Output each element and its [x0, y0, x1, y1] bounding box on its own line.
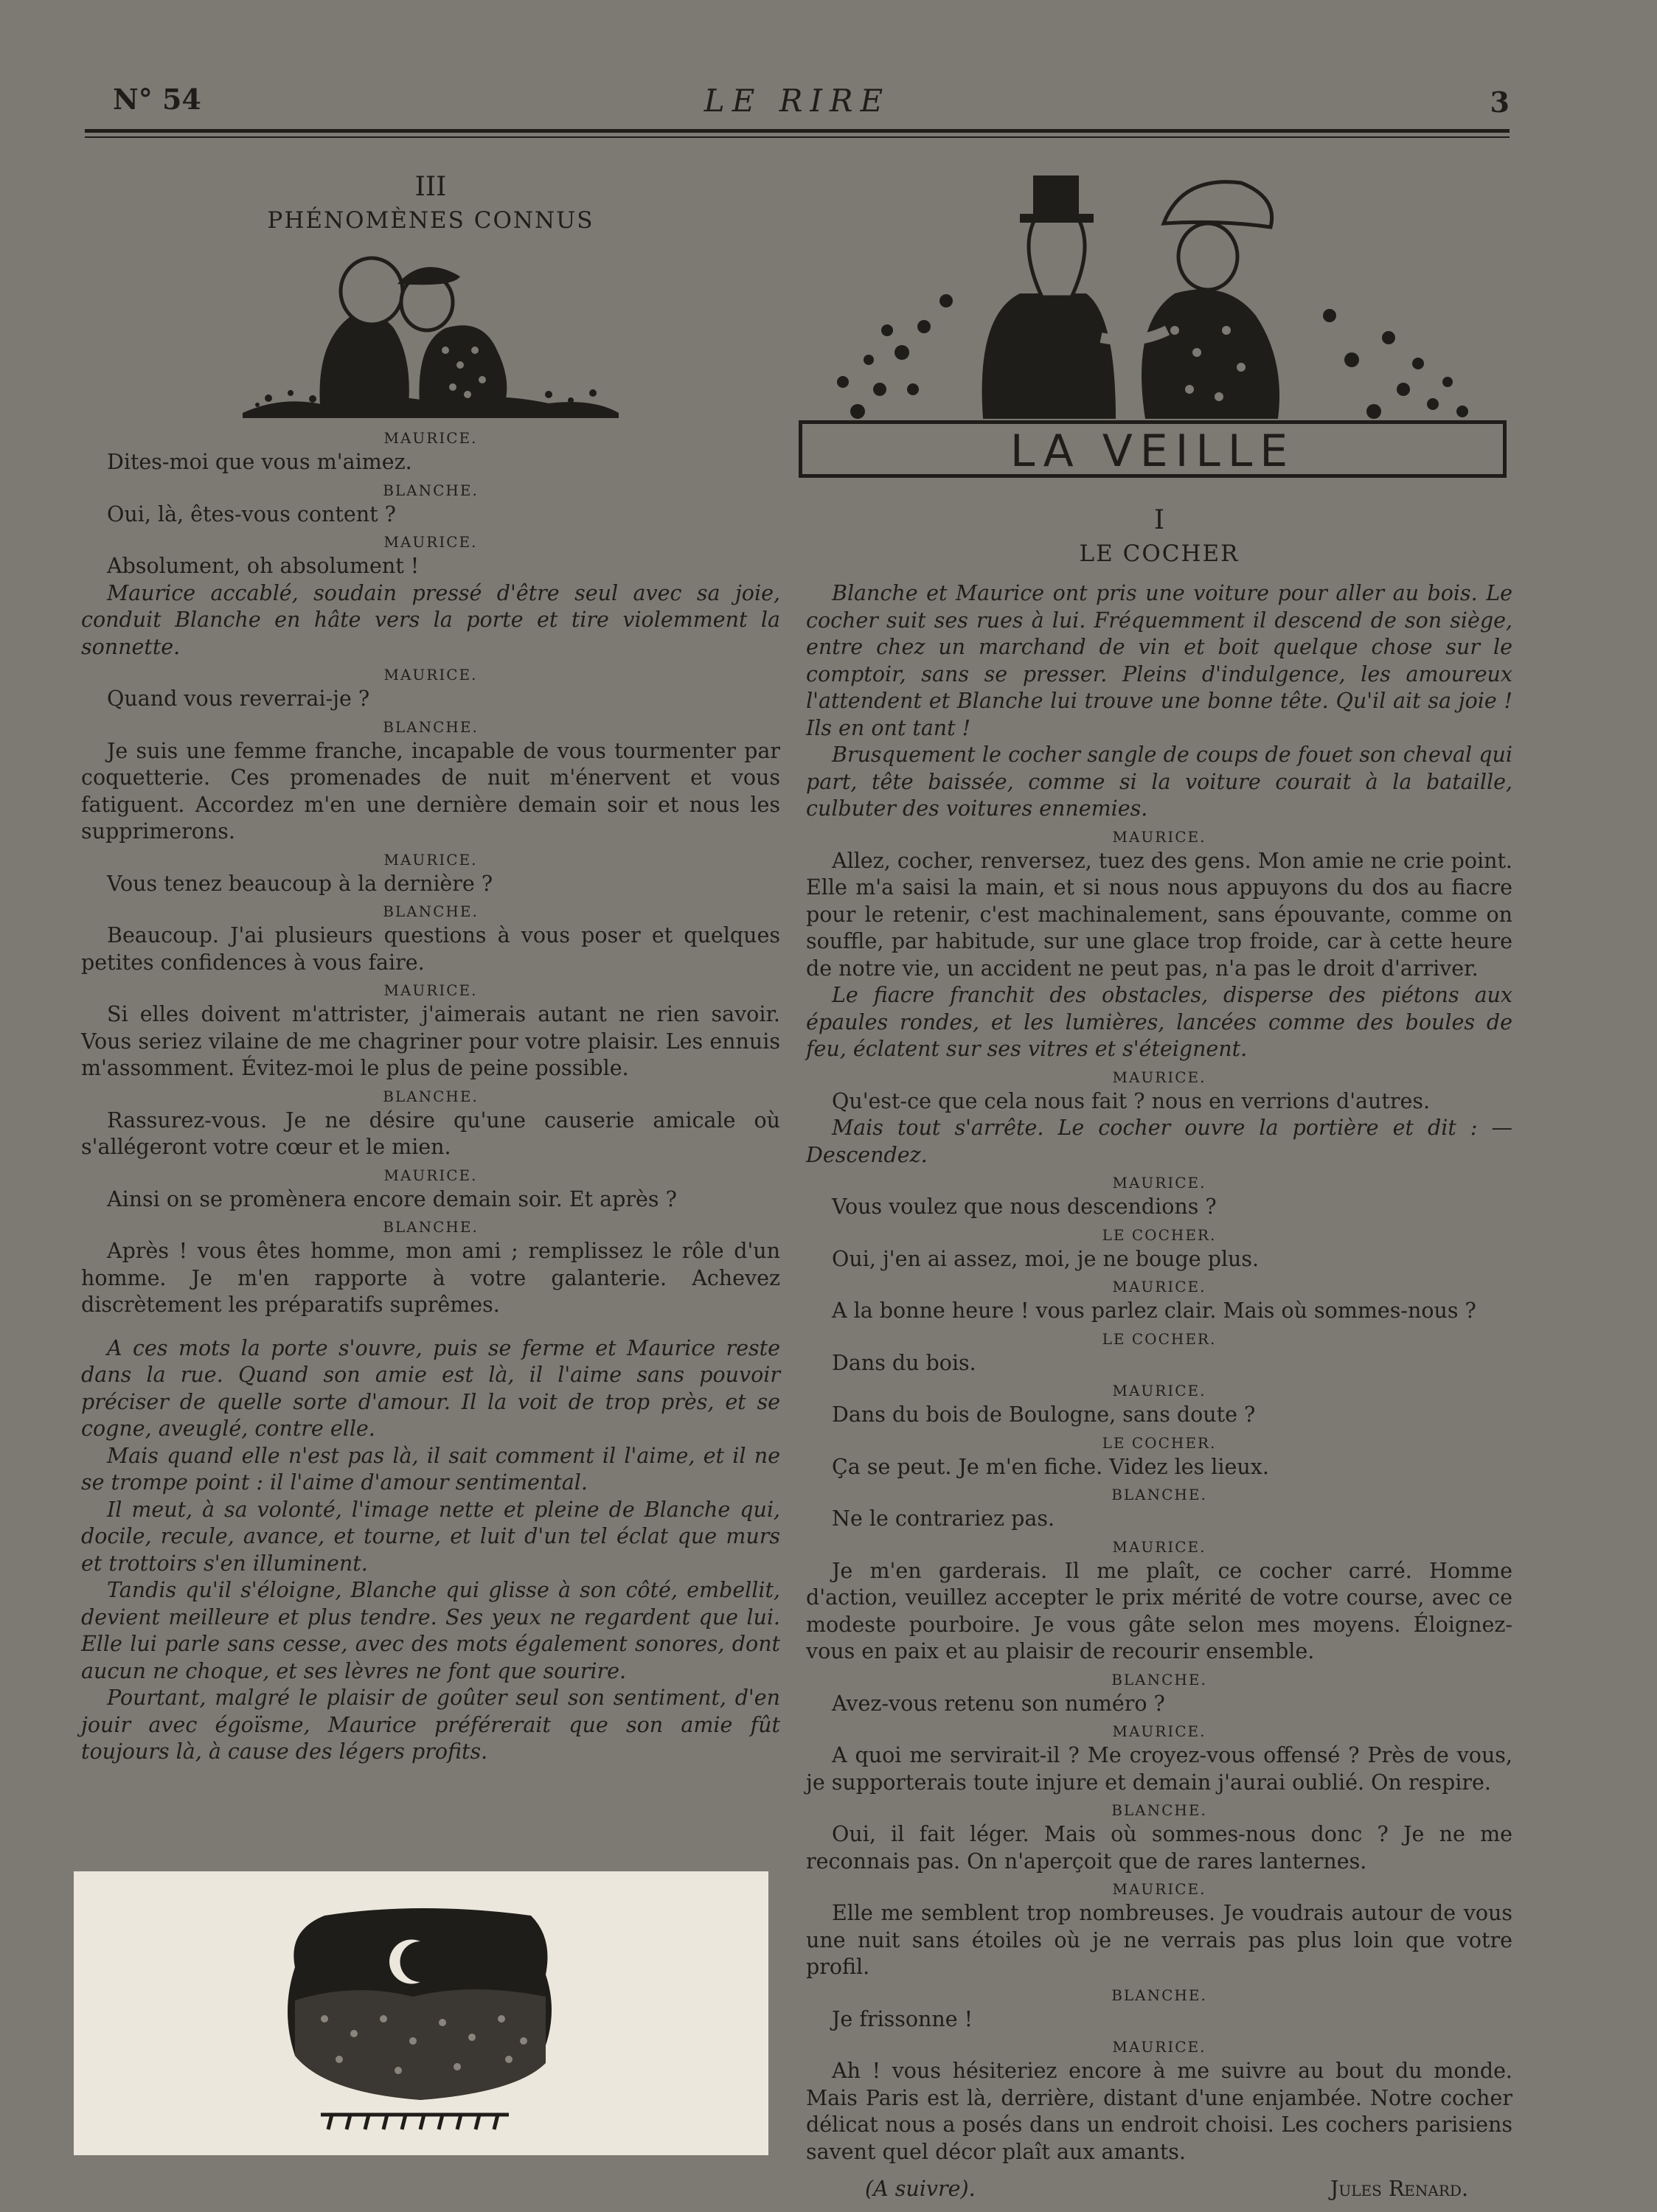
right-column — [806, 501, 1512, 2203]
dialogue-line: Qu'est-ce que cela nous fait ? nous en verrions d'autres. — [832, 1088, 1431, 1113]
banner-title: LA VEILLE — [1010, 425, 1296, 477]
dialogue-line: Je m'en garderais. Il me plaît, ce cocher carré. Homme d'action, veuillez accepter le prix mérité de votre course, avec ce modeste pourboire. Je vous gâte selon mes moyens. Éloignez-vous en paix et au plaisir de recourir ensemble. — [806, 1558, 1512, 1663]
narration-paragraph: Pourtant, malgré le plaisir de goûter seul son sentiment, d'en jouir avec égoïsme, Maurice préférerait que son amie fût toujours là, à cause des légers profits. — [81, 1686, 780, 1764]
dialogue-line: Ainsi on se promènera encore demain soir. Et après ? — [107, 1186, 677, 1211]
dialogue-line: Ça se peut. Je m'en fiche. Videz les lieux. — [832, 1454, 1269, 1479]
right-section-title: LE COCHER — [1079, 540, 1240, 567]
dialogue-line: Vous voulez que nous descendions ? — [832, 1194, 1217, 1219]
dialogue-line: Dans du bois. — [832, 1350, 976, 1375]
night-scene-illustration-panel — [74, 1871, 768, 2155]
speaker-label: MAURICE. — [1112, 1174, 1206, 1192]
dialogue-line: Beaucoup. J'ai plusieurs questions à vous poser et quelques petites confidences à vous faire. — [81, 923, 780, 975]
issue-number: N° 54 — [113, 83, 201, 116]
right-section-number: I — [1153, 505, 1165, 535]
narration-paragraph: Le fiacre franchit des obstacles, disperse des piétons aux épaules rondes, et les lumières, lancées comme des boules de feu, éclatent sur ses vitres et s'éteignent. — [806, 983, 1512, 1061]
narration-paragraph: Il meut, à sa volonté, l'image nette et pleine de Blanche qui, docile, recule, avance, et tourne, et luit d'un tel éclat que murs et trottoirs s'en illuminent. — [81, 1497, 780, 1576]
narration-paragraph: Blanche et Maurice ont pris une voiture pour aller au bois. Le cocher suit ses rues à lui. Fréquemment il descend de son siège, entre chez un marchand de vin et boit quelque chose sur le comptoir, sans se presser. Pleins d'indulgence, les amoureux l'attendent et Blanche lui trouve une bonne tête. Qu'il ait sa joie ! Ils en ont tant ! — [806, 581, 1512, 740]
page-header — [85, 83, 1510, 127]
narration-paragraph: A ces mots la porte s'ouvre, puis se ferme et Maurice reste dans la rue. Quand son amie est là, il l'aime sans pouvoir préciser de quelle sorte d'amour. Il la voit de trop près, et se cogne, aveuglé, contre elle. — [81, 1335, 780, 1441]
dialogue-line: Rassurez-vous. Je ne désire qu'une causerie amicale où s'allégeront votre cœur et le mien. — [81, 1107, 780, 1159]
speaker-label: MAURICE. — [1112, 1722, 1206, 1740]
dialogue-line: Vous tenez beaucoup à la dernière ? — [107, 871, 493, 896]
speaker-label: MAURICE. — [383, 850, 478, 869]
speaker-label: MAURICE. — [1112, 1880, 1206, 1898]
speaker-label: MAURICE. — [1112, 1278, 1206, 1295]
dialogue-line: Allez, cocher, renversez, tuez des gens. Mon amie ne crie point. Elle m'a saisi la main, et si nous nous appuyons du dos au fiacre pour le retenir, c'est machinalement, sans épouvante, comme on souffle, par habitude, sur une glace trop froide, car à cette heure de notre vie, un accident ne peut pas, n'a pas le droit d'arriver. — [806, 848, 1512, 981]
speaker-label: MAURICE. — [383, 1166, 478, 1184]
speaker-label: BLANCHE. — [1111, 1801, 1207, 1819]
paragraph-gap — [81, 1319, 780, 1335]
dialogue-line: Dans du bois de Boulogne, sans doute ? — [832, 1402, 1256, 1427]
dialogue-line: A quoi me servirait-il ? Me croyez-vous offensé ? Près de vous, je supporterais toute injure et demain j'aurai oublié. On respire. — [806, 1743, 1512, 1795]
left-section-title: PHÉNOMÈNES CONNUS — [267, 206, 594, 234]
left-section-number: III — [414, 172, 447, 202]
speaker-label: MAURICE. — [383, 533, 478, 551]
speaker-label: LE COCHER. — [1102, 1329, 1217, 1348]
narration-paragraph: Maurice accablé, soudain pressé d'être seul avec sa joie, conduit Blanche en hâte vers la porte et tire violemment la sonnette. — [81, 580, 780, 659]
page-number: 3 — [1490, 86, 1510, 119]
to-be-continued: (A suivre). — [865, 2177, 976, 2201]
speaker-label: LE COCHER. — [1102, 1433, 1217, 1452]
speaker-label: BLANCHE. — [383, 481, 479, 499]
couple-sitting-illustration — [239, 247, 622, 424]
speaker-label: BLANCHE. — [383, 1087, 479, 1105]
speaker-label: MAURICE. — [383, 666, 478, 684]
dialogue-line: Oui, là, êtes-vous content ? — [107, 501, 396, 526]
narration-paragraph: Brusquement le cocher sangle de coups de fouet son cheval qui part, tête baissée, comme si la voiture courait à la bataille, culbuter des voitures ennemies. — [806, 742, 1512, 821]
dialogue-line: Dites-moi que vous m'aimez. — [107, 450, 412, 474]
speaker-label: BLANCHE. — [383, 1218, 479, 1236]
dialogue-line: Oui, il fait léger. Mais où sommes-nous donc ? Je ne me reconnais pas. On n'aperçoit que de rares lanternes. — [806, 1822, 1512, 1874]
speaker-label: BLANCHE. — [383, 902, 479, 920]
speaker-label: MAURICE. — [383, 981, 478, 999]
narration-paragraph: Mais tout s'arrête. Le cocher ouvre la portière et dit : — Descendez. — [806, 1116, 1512, 1167]
dialogue-line: Après ! vous êtes homme, mon ami ; remplissez le rôle d'un homme. Je m'en rapporte à votre galanterie. Achevez discrètement les préparatifs suprêmes. — [81, 1239, 780, 1317]
dialogue-line: A la bonne heure ! vous parlez clair. Mais où sommes-nous ? — [832, 1298, 1476, 1323]
speaker-label: MAURICE. — [383, 429, 478, 447]
dialogue-line: Avez-vous retenu son numéro ? — [832, 1691, 1165, 1716]
dialogue-line: Elle me semblent trop nombreuses. Je voudrais autour de vous une nuit sans étoiles où je ne verrais pas plus loin que votre profil. — [806, 1901, 1512, 1979]
narration-paragraph: Tandis qu'il s'éloigne, Blanche qui glisse à son côté, embellit, devient meilleure et plus tendre. Ses yeux ne regardent que lui. Elle lui parle sans cesse, avec des mots également sonores, dont aucun ne choque, et ses lèvres ne font que sourire. — [81, 1578, 780, 1683]
dialogue-line: Absolument, oh absolument ! — [107, 554, 420, 578]
narration-paragraph: Mais quand elle n'est pas là, il sait comment il l'aime, et il ne se trompe point : il l'aime d'amour sentimental. — [81, 1443, 780, 1495]
dialogue-line: Quand vous reverrai-je ? — [107, 686, 370, 711]
la-veille-banner — [799, 420, 1507, 478]
header-rule-thick — [85, 129, 1510, 133]
speaker-label: MAURICE. — [1112, 1068, 1206, 1086]
speaker-label: BLANCHE. — [1111, 1486, 1207, 1503]
masthead-title: LE RIRE — [704, 83, 891, 119]
dialogue-line: Oui, j'en ai assez, moi, je ne bouge plus. — [832, 1246, 1260, 1271]
night-moon-illustration — [74, 1871, 768, 2155]
speaker-label: MAURICE. — [1112, 1537, 1206, 1556]
author-signature: Jules Renard. — [1330, 2177, 1468, 2201]
header-rule-thin — [85, 136, 1510, 138]
speaker-label: MAURICE. — [1112, 2038, 1206, 2056]
left-column — [81, 168, 780, 1766]
dialogue-line: Ne le contrariez pas. — [832, 1506, 1055, 1531]
dialogue-line: Je frissonne ! — [832, 2006, 973, 2031]
dialogue-line: Ah ! vous hésiteriez encore à me suivre au bout du monde. Mais Paris est là, derrière, distant d'une enjambée. Notre cocher délicat nous a posés dans un endroit choisi. Les cochers parisiens savent quel décor plaît aux amants. — [806, 2059, 1512, 2164]
speaker-label: BLANCHE. — [383, 717, 479, 736]
speaker-label: LE COCHER. — [1102, 1225, 1217, 1244]
signature-row — [806, 2176, 1512, 2203]
speaker-label: MAURICE. — [1112, 827, 1206, 846]
dialogue-line: Si elles doivent m'attrister, j'aimerais autant ne rien savoir. Vous seriez vilaine de me chagriner pour votre plaisir. Les ennuis m'assomment. Évitez-moi le plus de peine possible. — [81, 1002, 780, 1080]
speaker-label: BLANCHE. — [1111, 1986, 1207, 2004]
dialogue-line: Je suis une femme franche, incapable de vous tourmenter par coquetterie. Ces promenades de nuit m'énervent et vous fatiguent. Accordez m'en une dernière demain soir et nous les supprimerons. — [81, 738, 780, 844]
speaker-label: BLANCHE. — [1111, 1670, 1207, 1688]
speaker-label: MAURICE. — [1112, 1382, 1206, 1399]
